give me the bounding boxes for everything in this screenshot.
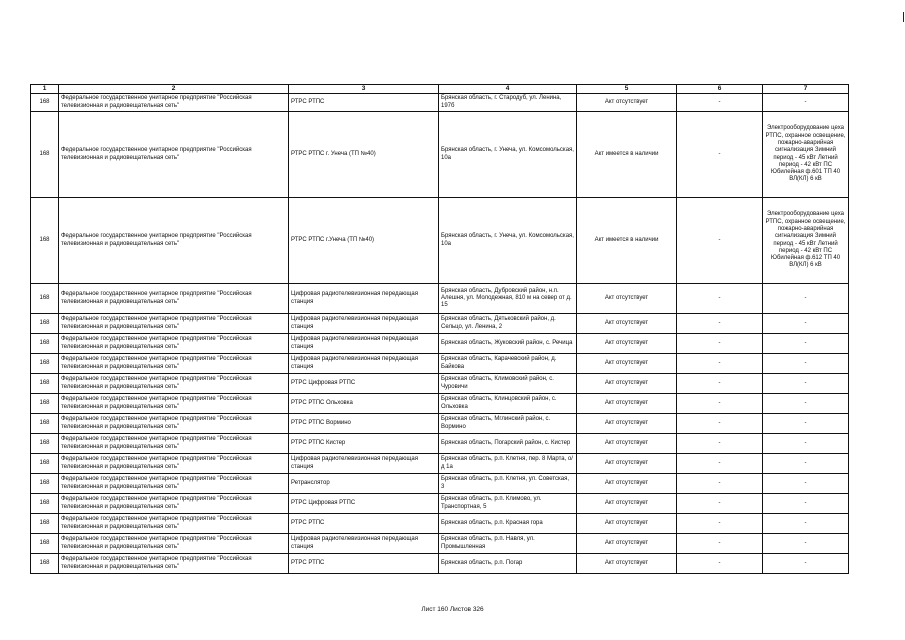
- act-status-cell: Акт отсутствует: [577, 474, 677, 494]
- act-status-cell: Акт отсутствует: [577, 284, 677, 314]
- column-7-cell: -: [763, 494, 849, 514]
- organization-cell: Федеральное государственное унитарное предприятие "Российская телевизионная и радиовещательная сеть": [59, 434, 289, 454]
- column-6-cell: -: [677, 334, 763, 354]
- act-status-cell: Акт отсутствует: [577, 314, 677, 334]
- column-header: 7: [763, 85, 849, 94]
- column-6-cell: -: [677, 354, 763, 374]
- table-row: [31, 112, 849, 198]
- table-row: [31, 394, 849, 414]
- address-cell: Брянская область, Клинцовский район, с. Ольховка: [439, 394, 577, 414]
- row-number: 168: [31, 514, 59, 534]
- scan-edge-mark: [903, 12, 904, 22]
- column-header: 3: [289, 85, 439, 94]
- table-header-row: [31, 85, 849, 94]
- table-row: [31, 554, 849, 574]
- object-cell: РТРС РТПС Вормино: [289, 414, 439, 434]
- object-cell: Цифровая радиотелевизионная передающая станция: [289, 354, 439, 374]
- address-cell: Брянская область, р.п. Погар: [439, 554, 577, 574]
- row-number: 168: [31, 314, 59, 334]
- column-6-cell: -: [677, 474, 763, 494]
- table-row: [31, 534, 849, 554]
- column-header: 2: [59, 85, 289, 94]
- column-6-cell: -: [677, 394, 763, 414]
- table-row: [31, 334, 849, 354]
- table-row: [31, 354, 849, 374]
- column-7-cell: -: [763, 474, 849, 494]
- act-status-cell: Акт отсутствует: [577, 334, 677, 354]
- object-cell: РТРС РТПС: [289, 554, 439, 574]
- table-row: [31, 414, 849, 434]
- act-status-cell: Акт отсутствует: [577, 374, 677, 394]
- column-header: 5: [577, 85, 677, 94]
- act-status-cell: Акт отсутствует: [577, 554, 677, 574]
- organization-cell: Федеральное государственное унитарное предприятие "Российская телевизионная и радиовещательная сеть": [59, 534, 289, 554]
- data-table: [30, 84, 849, 574]
- column-7-cell: -: [763, 334, 849, 354]
- act-status-cell: Акт имеется в наличии: [577, 112, 677, 198]
- organization-cell: Федеральное государственное унитарное предприятие "Российская телевизионная и радиовещательная сеть": [59, 314, 289, 334]
- table-row: [31, 514, 849, 534]
- address-cell: Брянская область, Погарский район, с. Кистер: [439, 434, 577, 454]
- address-cell: Брянская область, Дятьковский район, д. Сельцо, ул. Ленина, 2: [439, 314, 577, 334]
- column-7-cell: -: [763, 374, 849, 394]
- organization-cell: Федеральное государственное унитарное предприятие "Российская телевизионная и радиовещательная сеть": [59, 394, 289, 414]
- act-status-cell: Акт отсутствует: [577, 514, 677, 534]
- object-cell: РТРС Цифровая РТПС: [289, 494, 439, 514]
- address-cell: Брянская область, г. Унеча, ул. Комсомольская, 10а: [439, 198, 577, 284]
- column-header: 6: [677, 85, 763, 94]
- column-6-cell: -: [677, 198, 763, 284]
- table-row: [31, 374, 849, 394]
- column-6-cell: -: [677, 374, 763, 394]
- act-status-cell: Акт отсутствует: [577, 394, 677, 414]
- organization-cell: Федеральное государственное унитарное предприятие "Российская телевизионная и радиовещательная сеть": [59, 198, 289, 284]
- table-body: [31, 94, 849, 574]
- column-7-cell: -: [763, 434, 849, 454]
- column-6-cell: -: [677, 494, 763, 514]
- organization-cell: Федеральное государственное унитарное предприятие "Российская телевизионная и радиовещательная сеть": [59, 284, 289, 314]
- column-7-cell: -: [763, 454, 849, 474]
- column-6-cell: -: [677, 284, 763, 314]
- object-cell: РТРС Цифровая РТПС: [289, 374, 439, 394]
- organization-cell: Федеральное государственное унитарное предприятие "Российская телевизионная и радиовещательная сеть": [59, 112, 289, 198]
- row-number: 168: [31, 394, 59, 414]
- act-status-cell: Акт отсутствует: [577, 434, 677, 454]
- column-6-cell: -: [677, 534, 763, 554]
- row-number: 168: [31, 474, 59, 494]
- act-status-cell: Акт имеется в наличии: [577, 198, 677, 284]
- column-6-cell: -: [677, 454, 763, 474]
- table-row: [31, 94, 849, 112]
- organization-cell: Федеральное государственное унитарное предприятие "Российская телевизионная и радиовещательная сеть": [59, 354, 289, 374]
- object-cell: РТРС РТПС Ольховка: [289, 394, 439, 414]
- row-number: 168: [31, 94, 59, 112]
- act-status-cell: Акт отсутствует: [577, 534, 677, 554]
- address-cell: Брянская область, Дубровский район, н.п. Алешня, ул. Молодежная, 810 м на север от д. 15: [439, 284, 577, 314]
- address-cell: Брянская область, Климовский район, с. Чуровичи: [439, 374, 577, 394]
- address-cell: Брянская область, г. Стародуб, ул. Ленина, 197б: [439, 94, 577, 112]
- organization-cell: Федеральное государственное унитарное предприятие "Российская телевизионная и радиовещательная сеть": [59, 334, 289, 354]
- row-number: 168: [31, 554, 59, 574]
- row-number: 168: [31, 534, 59, 554]
- object-cell: Цифровая радиотелевизионная передающая станция: [289, 314, 439, 334]
- table-row: [31, 198, 849, 284]
- object-cell: РТРС РТПС г.Унеча (ТП №40): [289, 198, 439, 284]
- column-header: 1: [31, 85, 59, 94]
- column-6-cell: -: [677, 112, 763, 198]
- object-cell: РТРС РТПС: [289, 514, 439, 534]
- organization-cell: Федеральное государственное унитарное предприятие "Российская телевизионная и радиовещательная сеть": [59, 514, 289, 534]
- row-number: 168: [31, 198, 59, 284]
- column-6-cell: -: [677, 514, 763, 534]
- object-cell: Цифровая радиотелевизионная передающая станция: [289, 454, 439, 474]
- row-number: 168: [31, 112, 59, 198]
- organization-cell: Федеральное государственное унитарное предприятие "Российская телевизионная и радиовещательная сеть": [59, 494, 289, 514]
- column-7-cell: -: [763, 514, 849, 534]
- column-7-cell: -: [763, 554, 849, 574]
- page-footer: Лист 160 Листов 326: [421, 606, 484, 613]
- object-cell: Цифровая радиотелевизионная передающая станция: [289, 284, 439, 314]
- column-7-cell: -: [763, 354, 849, 374]
- organization-cell: Федеральное государственное унитарное предприятие "Российская телевизионная и радиовещательная сеть": [59, 414, 289, 434]
- column-6-cell: -: [677, 554, 763, 574]
- act-status-cell: Акт отсутствует: [577, 94, 677, 112]
- table-row: [31, 494, 849, 514]
- column-7-cell: Электрооборудование цеха РТПС, охранное освещение, пожарно-аварийная сигнализация Зимний период - 45 кВт Летний период - 42 кВт ПС Юбилейная ф.612 ТП 40 ВЛ(КЛ) 6 кВ: [763, 198, 849, 284]
- organization-cell: Федеральное государственное унитарное предприятие "Российская телевизионная и радиовещательная сеть": [59, 554, 289, 574]
- act-status-cell: Акт отсутствует: [577, 354, 677, 374]
- object-cell: Цифровая радиотелевизионная передающая станция: [289, 534, 439, 554]
- row-number: 168: [31, 414, 59, 434]
- act-status-cell: Акт отсутствует: [577, 454, 677, 474]
- row-number: 168: [31, 354, 59, 374]
- column-header: 4: [439, 85, 577, 94]
- table-row: [31, 314, 849, 334]
- column-7-cell: -: [763, 94, 849, 112]
- column-6-cell: -: [677, 94, 763, 112]
- address-cell: Брянская область, Мглинский район, с. Вормино: [439, 414, 577, 434]
- column-7-cell: -: [763, 394, 849, 414]
- column-6-cell: -: [677, 314, 763, 334]
- address-cell: Брянская область, р.п. Климово, ул. Транспортная, 5: [439, 494, 577, 514]
- table-row: [31, 284, 849, 314]
- column-7-cell: -: [763, 414, 849, 434]
- column-7-cell: -: [763, 534, 849, 554]
- row-number: 168: [31, 374, 59, 394]
- column-7-cell: -: [763, 284, 849, 314]
- object-cell: РТРС РТПС Кистер: [289, 434, 439, 454]
- organization-cell: Федеральное государственное унитарное предприятие "Российская телевизионная и радиовещательная сеть": [59, 94, 289, 112]
- organization-cell: Федеральное государственное унитарное предприятие "Российская телевизионная и радиовещательная сеть": [59, 454, 289, 474]
- address-cell: Брянская область, р.п. Клетня, пер. 8 Марта, о/д 1а: [439, 454, 577, 474]
- address-cell: Брянская область, р.п. Красная гора: [439, 514, 577, 534]
- object-cell: РТРС РТПС: [289, 94, 439, 112]
- address-cell: Брянская область, р.п. Навля, ул. Промышленная: [439, 534, 577, 554]
- column-6-cell: -: [677, 414, 763, 434]
- row-number: 168: [31, 334, 59, 354]
- address-cell: Брянская область, Жуковский район, с. Речица: [439, 334, 577, 354]
- object-cell: РТРС РТПС г. Унеча (ТП №40): [289, 112, 439, 198]
- act-status-cell: Акт отсутствует: [577, 414, 677, 434]
- table-row: [31, 434, 849, 454]
- organization-cell: Федеральное государственное унитарное предприятие "Российская телевизионная и радиовещательная сеть": [59, 374, 289, 394]
- row-number: 168: [31, 494, 59, 514]
- row-number: 168: [31, 434, 59, 454]
- row-number: 168: [31, 284, 59, 314]
- address-cell: Брянская область, р.п. Клетня, ул. Советская, 3: [439, 474, 577, 494]
- organization-cell: Федеральное государственное унитарное предприятие "Российская телевизионная и радиовещательная сеть": [59, 474, 289, 494]
- column-7-cell: Электрооборудование цеха РТПС, охранное освещение, пожарно-аварийная сигнализация Зимний период - 45 кВт Летний период - 42 кВт ПС Юбилейная ф.601 ТП 40 ВЛ(КЛ) 6 кВ: [763, 112, 849, 198]
- address-cell: Брянская область, Карачевский район, д. Байкова: [439, 354, 577, 374]
- object-cell: Цифровая радиотелевизионная передающая станция: [289, 334, 439, 354]
- address-cell: Брянская область, г. Унеча, ул. Комсомольская, 10а: [439, 112, 577, 198]
- column-6-cell: -: [677, 434, 763, 454]
- column-7-cell: -: [763, 314, 849, 334]
- row-number: 168: [31, 454, 59, 474]
- table-row: [31, 454, 849, 474]
- object-cell: Ретранслятор: [289, 474, 439, 494]
- table-row: [31, 474, 849, 494]
- act-status-cell: Акт отсутствует: [577, 494, 677, 514]
